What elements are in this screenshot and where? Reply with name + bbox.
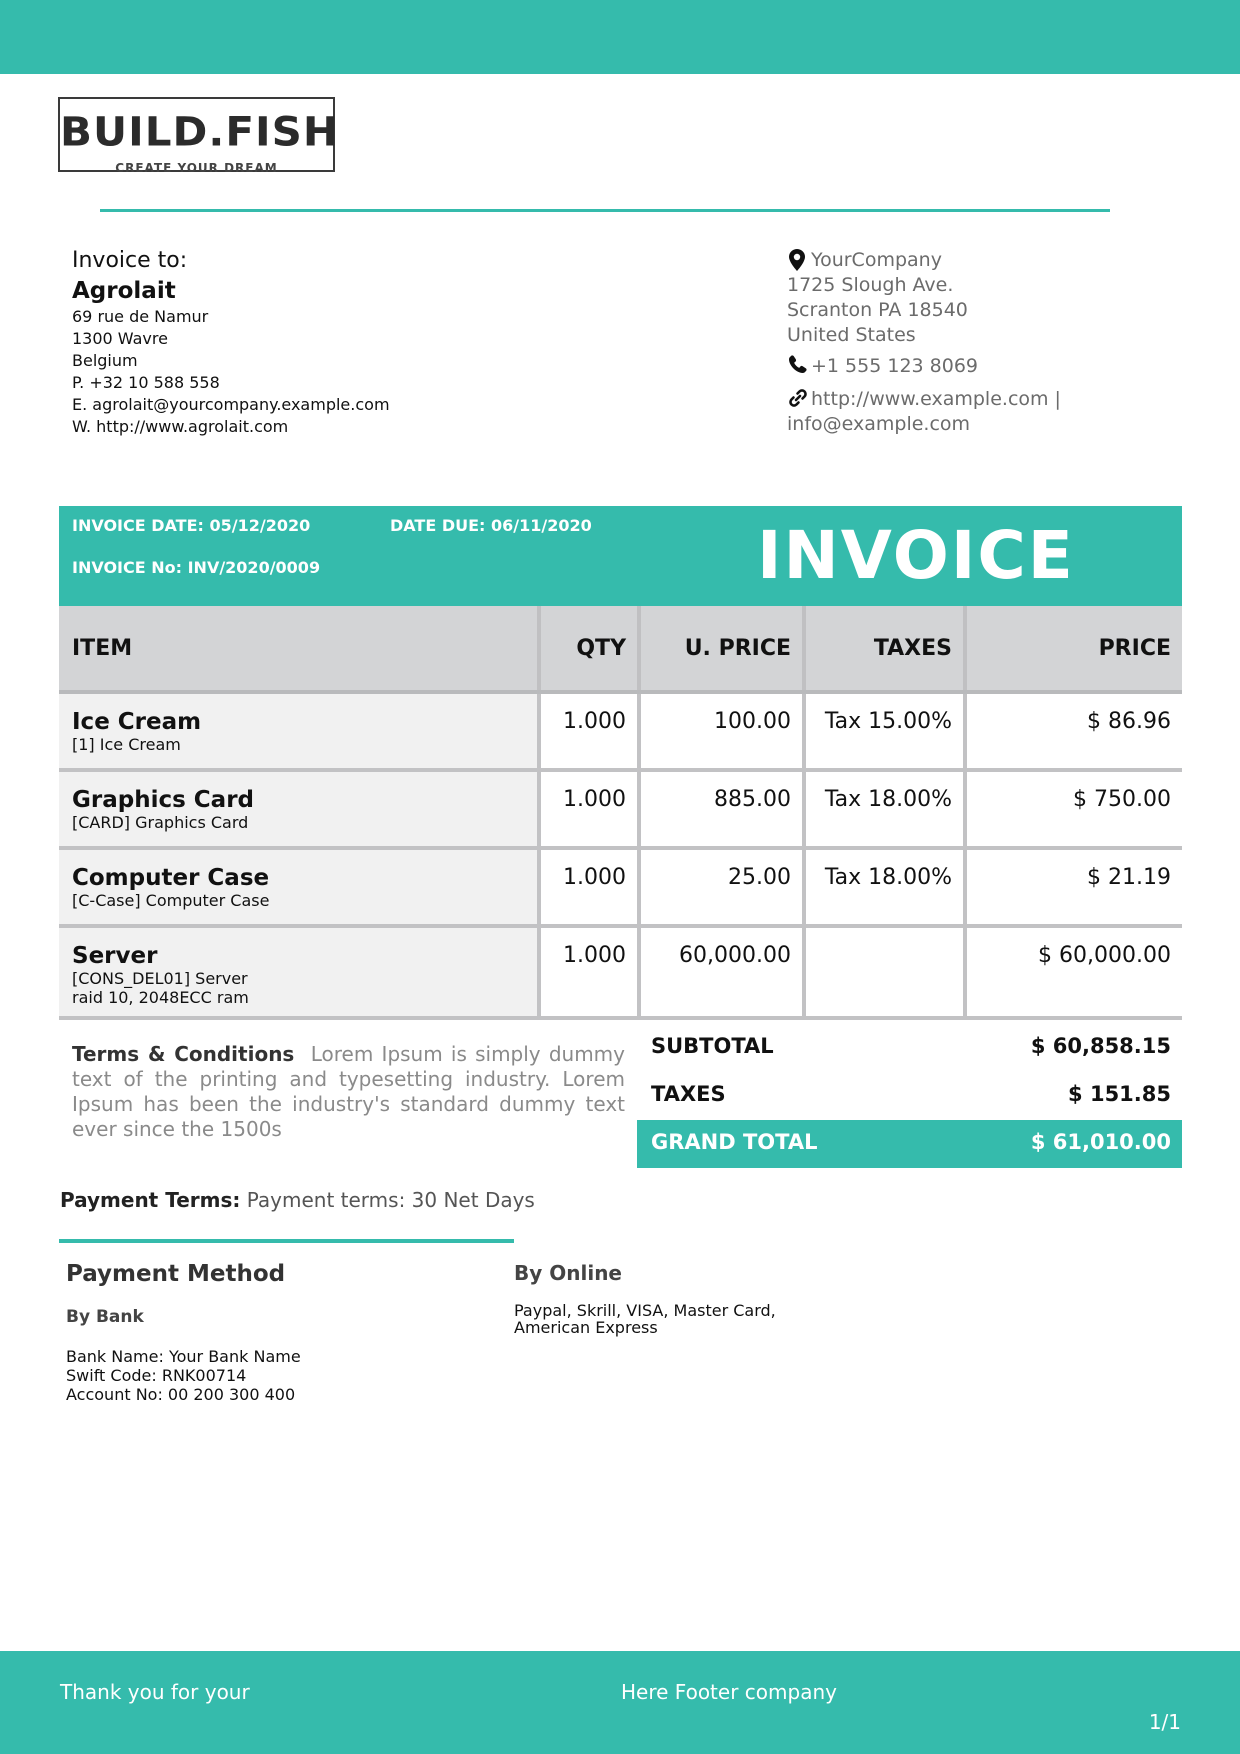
- customer-email: E. agrolait@yourcompany.example.com: [72, 395, 390, 414]
- product-description: [1] Ice Cream: [72, 735, 181, 754]
- company-street: 1725 Slough Ave.: [787, 274, 954, 296]
- price-cell: $ 60,000.00: [965, 926, 1182, 1018]
- footer-thanks: Thank you for your: [60, 1680, 250, 1704]
- invoice-lines-table: [59, 606, 1182, 1020]
- bank-title: By Bank: [66, 1307, 144, 1327]
- bank-details: [66, 1347, 301, 1404]
- payment-terms: [60, 1188, 535, 1212]
- item-cell: [59, 770, 539, 848]
- subtotal-label: SUBTOTAL: [651, 1034, 774, 1058]
- qty-cell: 1.000: [539, 770, 639, 848]
- swift-code: Swift Code: RNK00714: [66, 1366, 247, 1385]
- online-methods: Paypal, Skrill, VISA, Master Card, American Express: [514, 1301, 776, 1337]
- terms-text: Lorem Ipsum is simply dummy text of the printing and typesetting industry. Lorem Ipsum has been the industry's standard dummy text ever since the 1500s: [72, 1042, 626, 1141]
- account-number: Account No: 00 200 300 400: [66, 1385, 296, 1404]
- price-cell: $ 750.00: [965, 770, 1182, 848]
- link-icon: [787, 387, 811, 415]
- unit-price-cell: 100.00: [639, 692, 804, 770]
- company-country: United States: [787, 324, 916, 346]
- grand-total-value: $ 61,010.00: [1030, 1130, 1171, 1154]
- qty-cell: 1.000: [539, 692, 639, 770]
- product-name: Server: [72, 943, 158, 969]
- invoice-number: INVOICE No: INV/2020/0009: [72, 558, 321, 577]
- taxes-cell: Tax 18.00%: [804, 848, 965, 926]
- payment-terms-value: Payment terms: 30 Net Days: [246, 1188, 535, 1212]
- invoice-due-date: DATE DUE: 06/11/2020: [390, 516, 592, 535]
- customer-city: 1300 Wavre: [72, 329, 168, 348]
- product-name: Computer Case: [72, 865, 270, 891]
- qty-cell: 1.000: [539, 926, 639, 1018]
- product-description-extra: raid 10, 2048ECC ram: [72, 988, 249, 1007]
- unit-price-cell: 25.00: [639, 848, 804, 926]
- invoice-title: INVOICE: [757, 517, 1075, 594]
- totals-block: [637, 1024, 1182, 1168]
- table-row: [59, 770, 1182, 848]
- price-cell: $ 21.19: [965, 848, 1182, 926]
- subtotal-row: [637, 1024, 1182, 1072]
- item-cell: [59, 692, 539, 770]
- table-header-row: [59, 606, 1182, 692]
- table-row: [59, 848, 1182, 926]
- product-description: [C-Case] Computer Case: [72, 891, 270, 910]
- taxes-value: $ 151.85: [1068, 1082, 1171, 1106]
- company-name: YourCompany: [811, 249, 942, 271]
- product-description: [CONS_DEL01] Server: [72, 969, 248, 988]
- terms-and-conditions: [72, 1042, 625, 1142]
- invoice-date: INVOICE DATE: 05/12/2020: [72, 516, 311, 535]
- subtotal-value: $ 60,858.15: [1030, 1034, 1171, 1058]
- online-title: By Online: [514, 1261, 622, 1285]
- company-city: Scranton PA 18540: [787, 299, 968, 321]
- table-row: [59, 926, 1182, 1018]
- qty-cell: 1.000: [539, 848, 639, 926]
- item-cell: [59, 926, 539, 1018]
- terms-title-text: Terms & Conditions: [72, 1042, 295, 1066]
- product-name: Ice Cream: [72, 709, 202, 735]
- company-name-row: [787, 248, 1187, 273]
- taxes-cell: Tax 18.00%: [804, 770, 965, 848]
- grand-total-row: [637, 1120, 1182, 1168]
- unit-price-cell: 885.00: [639, 770, 804, 848]
- column-header-qty: QTY: [539, 606, 639, 692]
- company-logo: [58, 97, 340, 175]
- taxes-cell: Tax 15.00%: [804, 692, 965, 770]
- terms-title: [72, 1042, 294, 1066]
- customer-phone: P. +32 10 588 558: [72, 373, 220, 392]
- phone-icon: [787, 354, 811, 382]
- taxes-cell: [804, 926, 965, 1018]
- header-divider: [100, 209, 1110, 212]
- company-email[interactable]: info@example.com: [787, 413, 971, 435]
- column-header-price: PRICE: [965, 606, 1182, 692]
- item-cell: [59, 848, 539, 926]
- company-web-row: [787, 387, 1187, 412]
- bill-to-block: [72, 246, 632, 438]
- payment-method-title: Payment Method: [66, 1261, 286, 1287]
- customer-name: Agrolait: [72, 278, 176, 304]
- column-header-unit-price: U. PRICE: [639, 606, 804, 692]
- customer-street: 69 rue de Namur: [72, 307, 209, 326]
- company-phone: +1 555 123 8069: [811, 355, 979, 377]
- footer-company: Here Footer company: [621, 1680, 837, 1704]
- grand-total-label: GRAND TOTAL: [651, 1130, 818, 1154]
- payment-terms-label: Payment Terms:: [60, 1188, 241, 1212]
- column-header-taxes: TAXES: [804, 606, 965, 692]
- company-website[interactable]: http://www.example.com |: [811, 388, 1061, 410]
- invoice-header-band: [59, 506, 1182, 606]
- price-cell: $ 86.96: [965, 692, 1182, 770]
- header-band: [0, 0, 1240, 74]
- taxes-label: TAXES: [651, 1082, 726, 1106]
- customer-website: W. http://www.agrolait.com: [72, 417, 289, 436]
- product-description: [CARD] Graphics Card: [72, 813, 249, 832]
- logo-wordmark: BUILD.FISH: [60, 108, 340, 155]
- footer-band: [0, 1651, 1240, 1754]
- page-number: 1/1: [1148, 1710, 1181, 1734]
- unit-price-cell: 60,000.00: [639, 926, 804, 1018]
- product-name: Graphics Card: [72, 787, 255, 813]
- bill-to-label: Invoice to:: [72, 248, 188, 273]
- company-phone-row: [787, 354, 1187, 379]
- customer-country: Belgium: [72, 351, 138, 370]
- payment-divider: [59, 1239, 514, 1243]
- logo-tagline: CREATE YOUR DREAM: [115, 161, 278, 175]
- company-address-block: [787, 248, 1187, 437]
- column-header-item: ITEM: [59, 606, 539, 692]
- taxes-row: [637, 1072, 1182, 1120]
- table-row: [59, 692, 1182, 770]
- bank-name: Bank Name: Your Bank Name: [66, 1347, 301, 1366]
